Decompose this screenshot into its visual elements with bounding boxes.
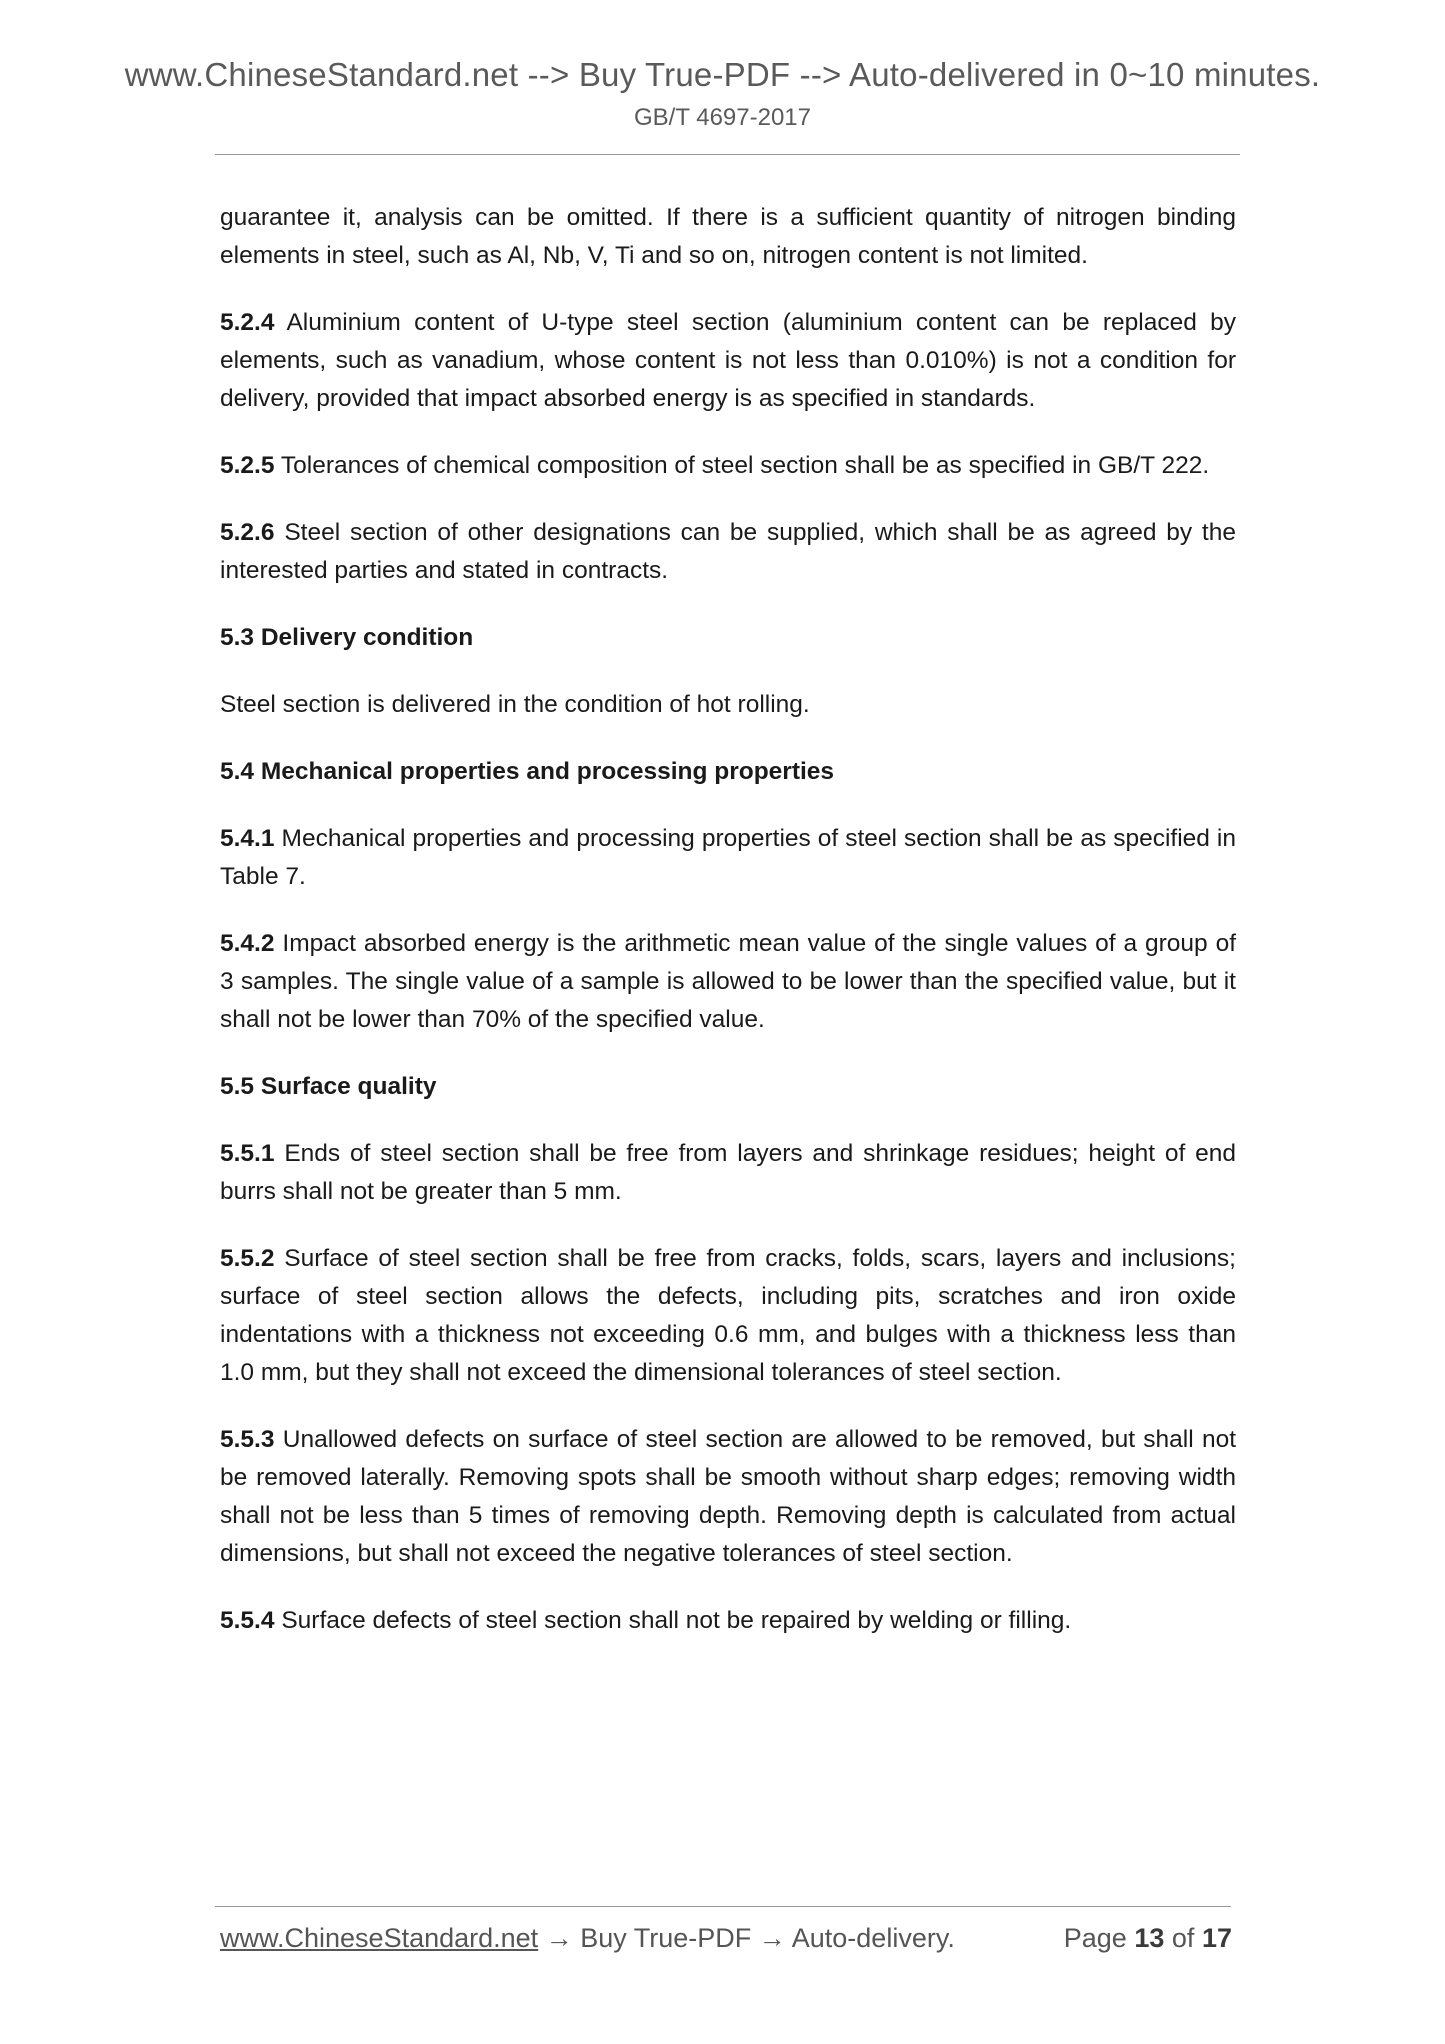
- section-heading-5-4: 5.4 Mechanical properties and processing properties: [220, 758, 835, 785]
- clause-5-5-1: [220, 1135, 1236, 1211]
- clause-5-2-4: [220, 304, 1236, 418]
- clause-text: Ends of steel section shall be free from layers and shrinkage residues; height of end burrs shall not be greater than 5 mm.: [220, 1140, 1236, 1205]
- paragraph-delivery-condition: Steel section is delivered in the condition of hot rolling.: [220, 691, 810, 718]
- clause-text: Unallowed defects on surface of steel section are allowed to be removed, but shall not be removed laterally. Removing spots shall be smooth without sharp edges; removing width shall not be less than 5 times of removing depth. Removing depth is calculated from actual dimensions, but shall not exceed the negative tolerances of steel section.: [220, 1426, 1236, 1567]
- section-heading-5-3: 5.3 Delivery condition: [220, 624, 474, 651]
- footer-site-link[interactable]: www.ChineseStandard.net: [220, 1923, 539, 1953]
- clause-5-2-6: [220, 514, 1236, 590]
- clause-number: 5.2.4: [220, 309, 275, 336]
- clause-5-5-2: [220, 1240, 1236, 1392]
- clause-number: 5.2.6: [220, 519, 275, 546]
- clause-5-2-5: [220, 447, 1236, 485]
- section-heading-5-5: 5.5 Surface quality: [220, 1073, 437, 1100]
- clause-5-4-1: [220, 820, 1236, 896]
- clause-number: 5.2.5: [220, 452, 275, 479]
- clause-5-5-4: [220, 1602, 1236, 1640]
- clause-number: 5.5.2: [220, 1245, 275, 1272]
- page-total: 17: [1201, 1923, 1232, 1953]
- clause-text: Tolerances of chemical composition of steel section shall be as specified in GB/T 222.: [280, 452, 1210, 479]
- footer-divider: [215, 1906, 1231, 1907]
- clause-5-5-3: [220, 1421, 1236, 1573]
- clause-text: Impact absorbed energy is the arithmetic mean value of the single values of a group of 3 samples. The single value of a sample is allowed to be lower than the specified value, but it shall not be lower than 70% of the specified value.: [220, 930, 1236, 1033]
- header-divider: [215, 154, 1240, 155]
- footer-promo: [220, 1923, 955, 1954]
- page-body: [220, 199, 1236, 1669]
- footer-promo-text: → Buy True-PDF → Auto-delivery.: [545, 1923, 955, 1953]
- clause-text: Surface of steel section shall be free from cracks, folds, scars, layers and inclusions; surface of steel section allows the defects, including pits, scratches and iron oxide indentations with a thickness not exceeding 0.6 mm, and bulges with a thickness less than 1.0 mm, but they shall not exceed the dimensional tolerances of steel section.: [220, 1245, 1236, 1386]
- clause-text: Surface defects of steel section shall not be repaired by welding or filling.: [281, 1607, 1072, 1634]
- clause-text: Steel section of other designations can be supplied, which shall be as agreed by the interested parties and stated in contracts.: [220, 519, 1236, 584]
- of-label: of: [1171, 1923, 1195, 1953]
- clause-number: 5.5.4: [220, 1607, 275, 1634]
- clause-5-4-2: [220, 925, 1236, 1039]
- clause-number: 5.4.1: [220, 825, 275, 852]
- clause-number: 5.4.2: [220, 930, 275, 957]
- page-number: [1064, 1923, 1232, 1954]
- clause-text: Aluminium content of U-type steel section (aluminium content can be replaced by elements, such as vanadium, whose content is not less than 0.010%) is not a condition for delivery, provided that impact absorbed energy is as specified in standards.: [220, 309, 1236, 412]
- clause-text: Mechanical properties and processing properties of steel section shall be as specified in Table 7.: [220, 825, 1237, 890]
- page-current: 13: [1134, 1923, 1165, 1953]
- paragraph-continued: guarantee it, analysis can be omitted. If there is a sufficient quantity of nitrogen binding elements in steel, such as Al, Nb, V, Ti and so on, nitrogen content is not limited.: [220, 204, 1236, 269]
- document-code: GB/T 4697-2017: [633, 104, 811, 131]
- clause-number: 5.5.1: [220, 1140, 275, 1167]
- header-banner: www.ChineseStandard.net --> Buy True-PDF --> Auto-delivered in 0~10 minutes.: [124, 56, 1321, 93]
- clause-number: 5.5.3: [220, 1426, 275, 1453]
- page-label: Page: [1063, 1923, 1127, 1953]
